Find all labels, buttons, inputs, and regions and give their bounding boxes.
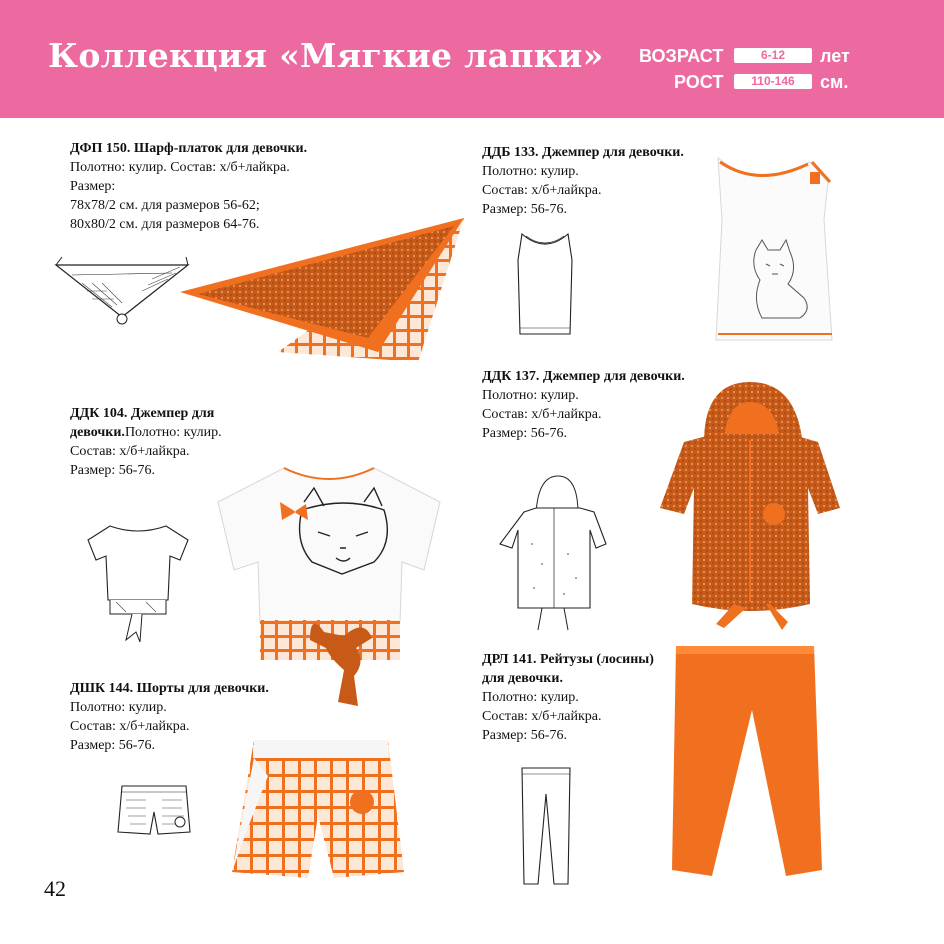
height-label: РОСТ bbox=[674, 72, 724, 92]
item-ddk137-line: Состав: х/б+лайкра. bbox=[482, 407, 602, 422]
item-ddb133-title: ДДБ 133. Джемпер для девочки. bbox=[482, 145, 684, 160]
age-value: 6-12 bbox=[734, 48, 812, 63]
item-dfp150-line: Полотно: кулир. Состав: х/б+лайкра. bbox=[70, 160, 290, 175]
item-ddb133-line: Размер: 56-76. bbox=[482, 202, 567, 217]
shorts-sketch bbox=[116, 782, 192, 838]
age-unit: лет bbox=[820, 46, 850, 66]
scarf-sketch bbox=[52, 255, 192, 335]
page-header bbox=[0, 0, 944, 118]
item-dshk144-line: Состав: х/б+лайкра. bbox=[70, 719, 190, 734]
item-ddk104-line: Полотно: кулир. bbox=[124, 425, 222, 440]
hoodie-photo bbox=[654, 378, 844, 640]
item-drl141-title: ДРЛ 141. Рейтузы (лосины) bbox=[482, 652, 654, 667]
item-ddk104-line: Состав: х/б+лайкра. bbox=[70, 444, 190, 459]
item-dshk144-line: Полотно: кулир. bbox=[70, 700, 167, 715]
collection-title: Коллекция «Мягкие лапки» bbox=[48, 36, 604, 75]
tank-top-photo bbox=[708, 150, 842, 346]
item-ddb133-description bbox=[482, 143, 684, 219]
item-drl141-line: Состав: х/б+лайкра. bbox=[482, 709, 602, 724]
item-dfp150-line: 80x80/2 см. для размеров 64-76. bbox=[70, 217, 260, 232]
item-dfp150-line: 78x78/2 см. для размеров 56-62; bbox=[70, 198, 260, 213]
item-dshk144-title: ДШК 144. Шорты для девочки. bbox=[70, 681, 269, 696]
age-label: ВОЗРАСТ bbox=[639, 46, 724, 66]
height-unit: см. bbox=[820, 72, 849, 92]
item-drl141-line: Размер: 56-76. bbox=[482, 728, 567, 743]
tshirt-photo bbox=[214, 462, 444, 730]
scarf-photo bbox=[178, 212, 464, 360]
item-dfp150-title: ДФП 150. Шарф-платок для девочки. bbox=[70, 141, 308, 156]
hoodie-sketch bbox=[498, 474, 608, 640]
item-dfp150-line: Размер: bbox=[70, 179, 116, 194]
item-ddk104-title: ДДК 104. Джемпер для bbox=[70, 406, 215, 421]
shorts-photo bbox=[228, 736, 406, 882]
item-dshk144-line: Размер: 56-76. bbox=[70, 738, 155, 753]
height-value: 110-146 bbox=[734, 74, 812, 89]
page-number: 42 bbox=[44, 876, 66, 901]
item-ddk137-title: ДДК 137. Джемпер для девочки. bbox=[482, 369, 685, 384]
item-drl141-description bbox=[482, 650, 654, 745]
item-ddb133-line: Полотно: кулир. bbox=[482, 164, 579, 179]
item-ddk104-line: Размер: 56-76. bbox=[70, 463, 155, 478]
tshirt-sketch bbox=[86, 522, 190, 648]
item-ddk104-title-cont: девочки. bbox=[70, 425, 125, 440]
item-ddk104-description bbox=[70, 404, 222, 480]
item-drl141-title-cont: для девочки. bbox=[482, 671, 563, 686]
item-ddk137-line: Полотно: кулир. bbox=[482, 388, 579, 403]
item-drl141-line: Полотно: кулир. bbox=[482, 690, 579, 705]
item-ddk137-line: Размер: 56-76. bbox=[482, 426, 567, 441]
item-ddb133-line: Состав: х/б+лайкра. bbox=[482, 183, 602, 198]
leggings-photo bbox=[664, 640, 826, 880]
tank-top-sketch bbox=[512, 230, 578, 340]
leggings-sketch bbox=[518, 764, 574, 888]
